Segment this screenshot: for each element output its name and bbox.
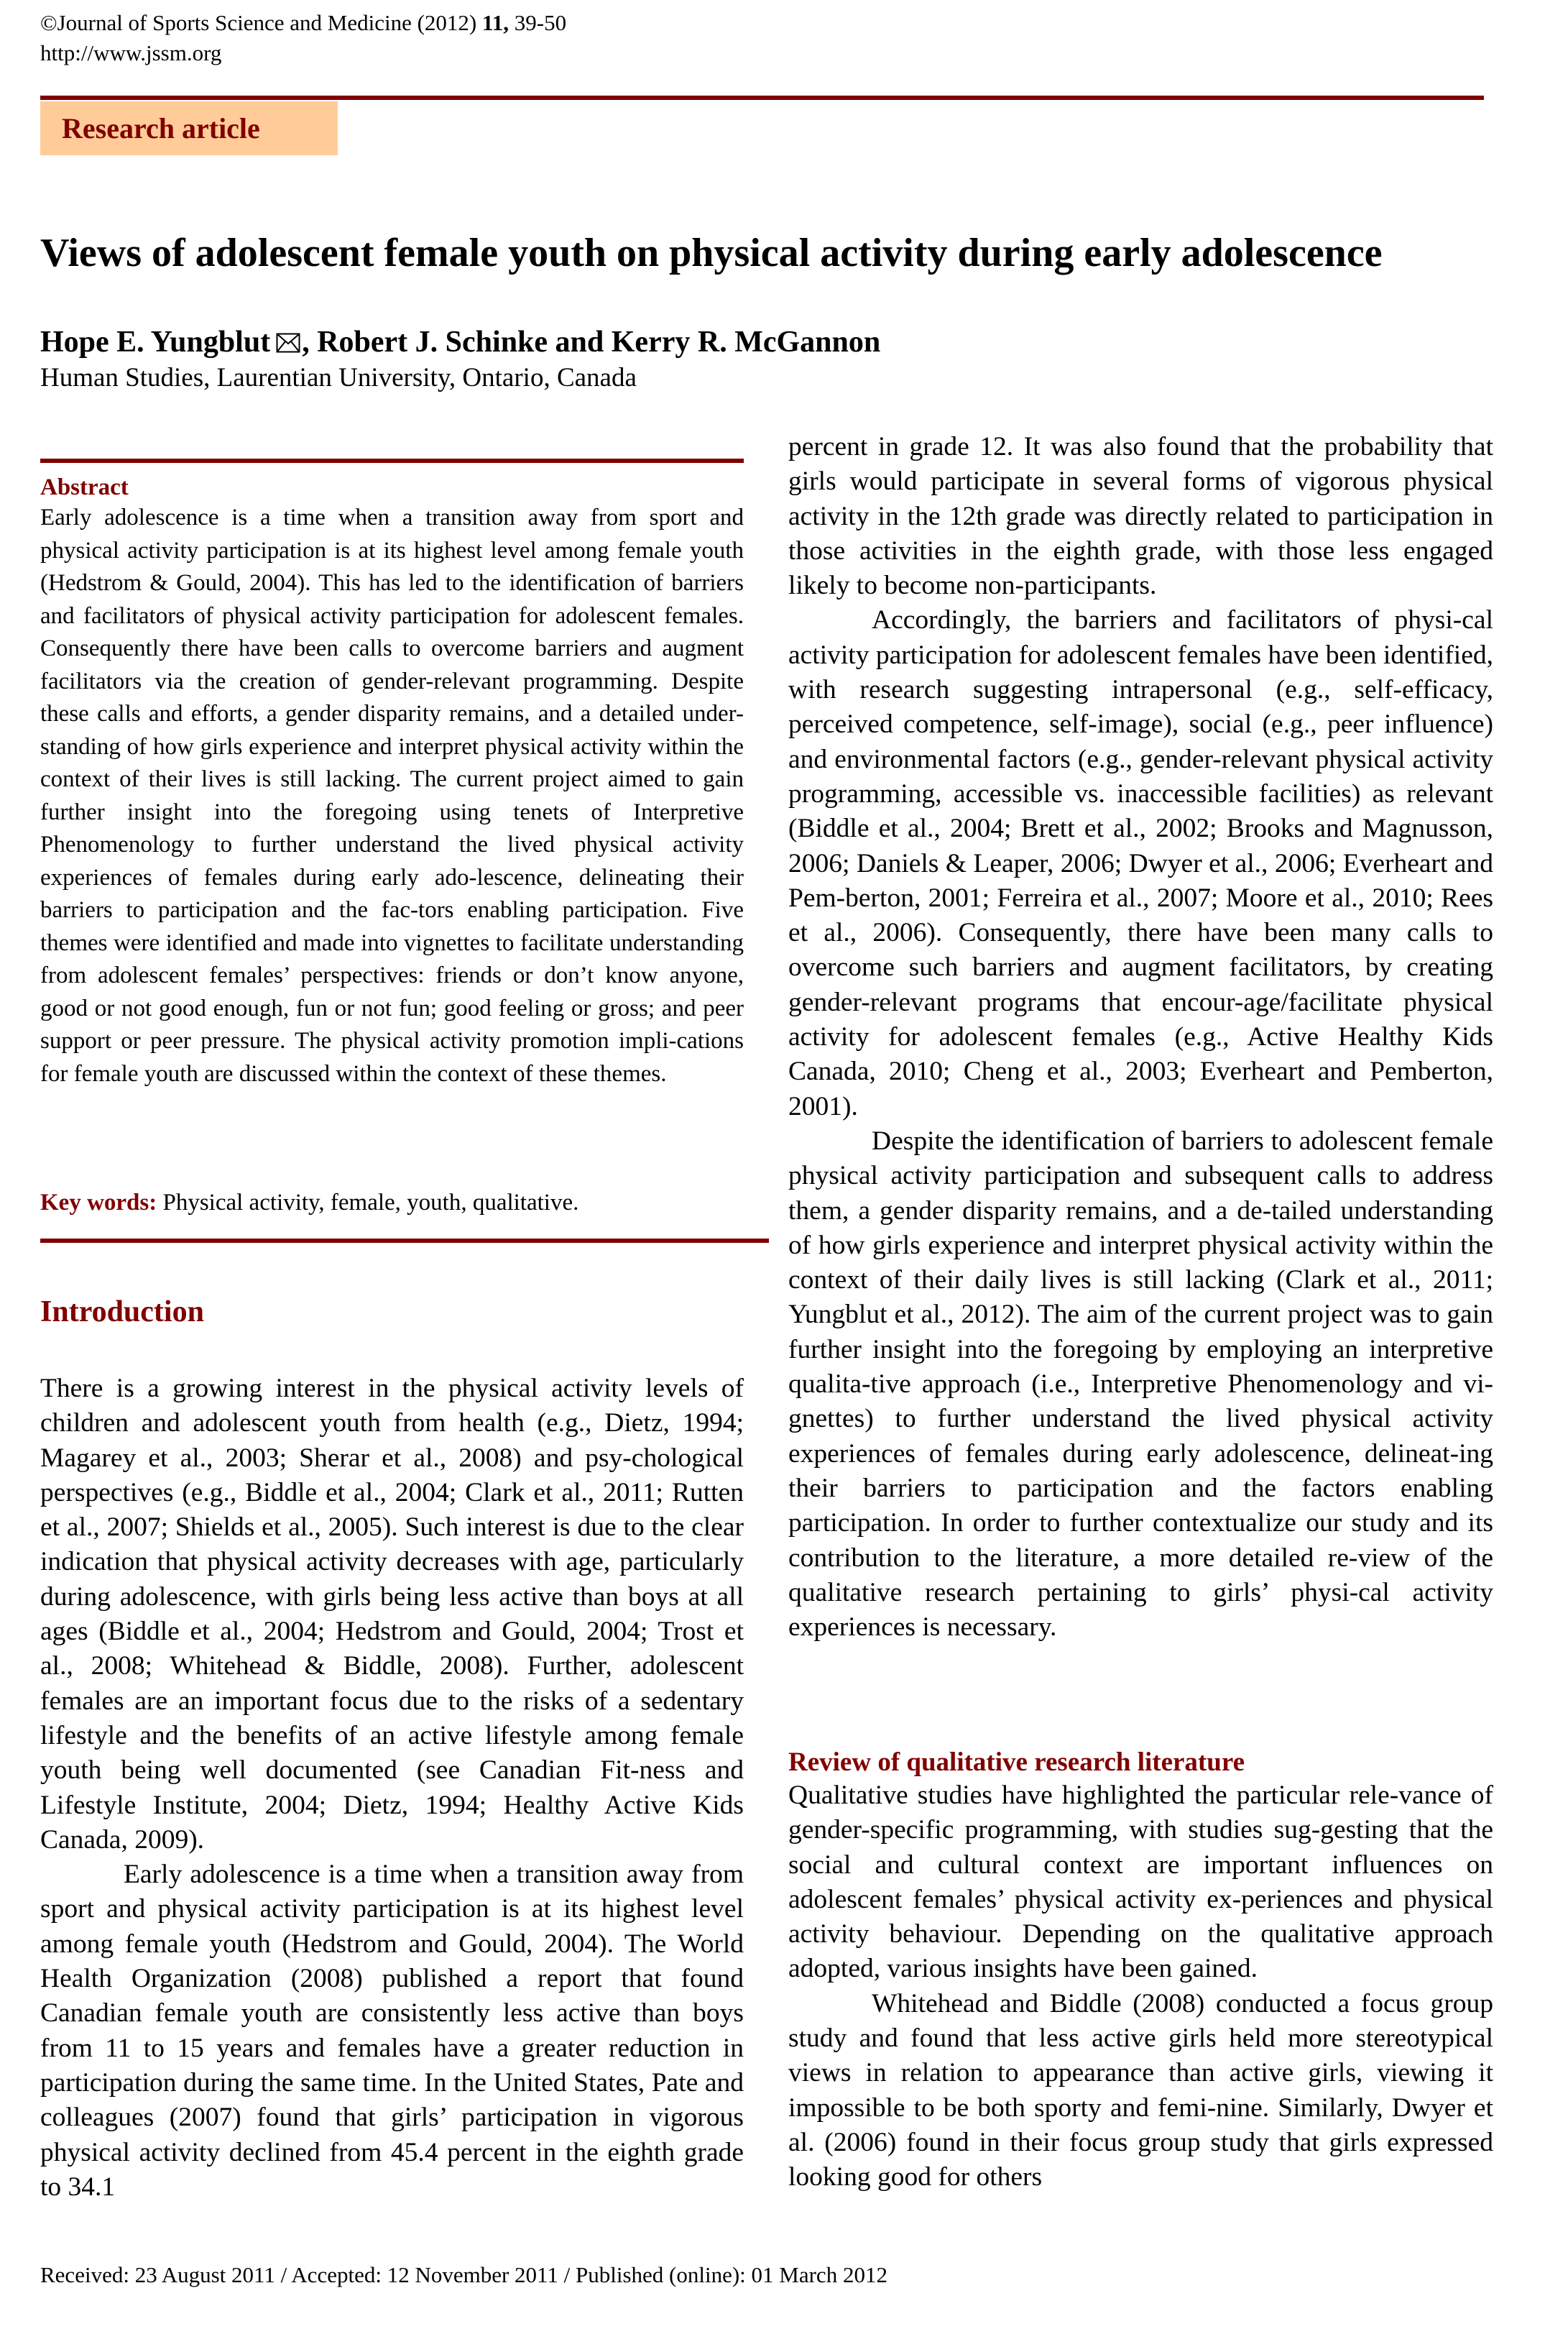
publication-dates: Received: 23 August 2011 / Accepted: 12 November 2011 / Published (online): 01 March 2012	[40, 2262, 887, 2287]
paragraph: Whitehead and Biddle (2008) conducted a focus group study and found that less active girls held more stereotypical views in relation to appearance than active girls, viewing it impossible to be both sporty and femi-nine. Similarly, Dwyer et al. (2006) found in their focus group study that girls expressed looking good for others	[788, 1988, 1493, 2192]
paragraph: Accordingly, the barriers and facilitators of physi-cal activity participation for adolescent females have been identified, with research suggesting intrapersonal (e.g., self-efficacy, perceived competence, self-image), social (e.g., peer influence) and environmental factors (e.g., gender-relevant physical activity programming, accessible vs. inaccessible facilities) as relevant (Biddle et al., 2004; Brett et al., 2002; Brooks and Magnusson, 2006; Daniels & Leaper, 2006; Dwyer et al., 2006; Everheart and Pem-berton, 2001; Ferreira et al., 2007; Moore et al., 2010; Rees et al., 2006). Consequently, there have been many calls to overcome such barriers and augment facilitators, by creating gender-relevant programs that encour-age/facilitate physical activity for adolescent females (e.g., Active Healthy Kids Canada, 2010; Cheng et al., 2003; Everheart and Pemberton, 2001).	[788, 605, 1493, 1121]
paragraph: percent in grade 12. It was also found that the probability that girls would participate in several forms of vigorous physical activity in the 12th grade was directly related to participation in those activities in the eighth grade, with those less engaged likely to become non-participants.	[788, 432, 1493, 601]
article-type-badge	[40, 101, 338, 155]
journal-citation	[40, 10, 566, 36]
abstract-bottom-rule	[40, 1239, 769, 1243]
paragraph: Despite the identification of barriers to adolescent female physical activity participation and subsequent calls to address them, a gender disparity remains, and a de-tailed understanding of how girls experience and interpret physical activity within the context of their daily lives is still lacking (Clark et al., 2011; Yungblut et al., 2012). The aim of the current project was to gain further insight into the foregoing by employing an interpretive qualita-tive approach (i.e., Interpretive Phenomenology and vi-gnettes) to further understand the lived physical activity experiences of females during early adolescence, delineat-ing their barriers to participation and the factors enabling participation. In order to further contextualize our study and its contribution to the literature, a more detailed re-view of the qualitative research pertaining to girls’ physi-cal activity experiences is necessary.	[788, 1126, 1493, 1643]
keywords-text: Physical activity, female, youth, qualitative.	[157, 1190, 579, 1216]
envelope-icon[interactable]	[276, 333, 300, 353]
abstract-top-rule	[40, 459, 744, 463]
journal-volume: 11,	[482, 10, 509, 35]
paragraph: Early adolescence is a time when a transition away from sport and physical activity participation is at its highest level among female youth (Hedstrom and Gould, 2004). The World Health Organization (2008) published a report that found Canadian female youth are consistently less active than boys from 11 to 15 years and females have a greater reduction in participation during the same time. In the United States, Pate and colleagues (2007) found that girls’ participation in vigorous physical activity declined from 45.4 percent in the eighth grade to 34.1	[40, 1860, 744, 2202]
journal-url[interactable]: http://www.jssm.org	[40, 40, 222, 65]
paragraph: There is a growing interest in the physical activity levels of children and adolescent youth from health (e.g., Dietz, 1994; Magarey et al., 2003; Sherar et al., 2008) and psy-chological perspectives (e.g., Biddle et al., 2004; Clark et al., 2011; Rutten et al., 2007; Shields et al., 2005). Such interest is due to the clear indication that physical activity decreases with age, particularly during adolescence, with girls being less active than boys at all ages (Biddle et al., 2004; Hedstrom and Gould, 2004; Trost et al., 2008; Whitehead & Biddle, 2008). Further, adolescent females are an important focus due to the risks of a sedentary lifestyle and the benefits of an active lifestyle among female youth being well documented (see Canadian Fit-ness and Lifestyle Institute, 2004; Dietz, 1994; Healthy Active Kids Canada, 2009).	[40, 1374, 744, 1855]
review-heading: Review of qualitative research literature	[788, 1747, 1245, 1777]
keywords	[40, 1188, 578, 1217]
article-type-label: Research article	[62, 112, 260, 144]
paragraph: Qualitative studies have highlighted the particular rele-vance of gender-specific programming, with studies sug-gesting that the social and cultural context are important influences on adolescent females’ physical activity ex-periences and physical activity behaviour. Depending on the qualitative approach adopted, various insights have been gained.	[788, 1781, 1493, 1984]
author-primary: Hope E. Yungblut	[40, 326, 271, 359]
introduction-right-text	[788, 430, 1493, 1645]
author-others: , Robert J. Schinke and Kerry R. McGannon	[302, 326, 881, 359]
abstract-heading: Abstract	[40, 474, 129, 500]
keywords-label: Key words:	[40, 1190, 157, 1216]
introduction-left-text	[40, 1372, 744, 2205]
journal-name: ©Journal of Sports Science and Medicine (2012)	[40, 10, 482, 35]
journal-pages: 39-50	[509, 10, 567, 35]
abstract-section	[40, 473, 744, 1090]
introduction-heading: Introduction	[40, 1295, 204, 1328]
author-list	[40, 325, 880, 359]
abstract-text: Early adolescence is a time when a transition away from sport and physical activity participation is at its highest level among female youth (Hedstrom & Gould, 2004). This has led to the identification of barriers and facilitators of physical activity participation for adolescent females. Consequently there have been calls to overcome barriers and augment facilitators via the creation of gender-relevant programming. Despite these calls and efforts, a gender disparity remains, and a detailed under-standing of how girls experience and interpret physical activity within the context of their lives is still lacking. The current project aimed to gain further insight into the foregoing using tenets of Interpretive Phenomenology to further understand the lived physical activity experiences of females during early ado-lescence, delineating their barriers to participation and the fac-tors enabling participation. Five themes were identified and made into vignettes to facilitate understanding from adolescent females’ perspectives: friends or don’t know anyone, good or not good enough, fun or not fun; good feeling or gross; and peer support or peer pressure. The physical activity promotion impli-cations for female youth are discussed within the context of these themes.	[40, 505, 744, 1087]
article-title: Views of adolescent female youth on physical activity during early adolescence	[40, 231, 1383, 275]
review-text	[788, 1778, 1493, 2195]
affiliation: Human Studies, Laurentian University, Ontario, Canada	[40, 363, 637, 392]
header-rule	[40, 96, 1484, 100]
